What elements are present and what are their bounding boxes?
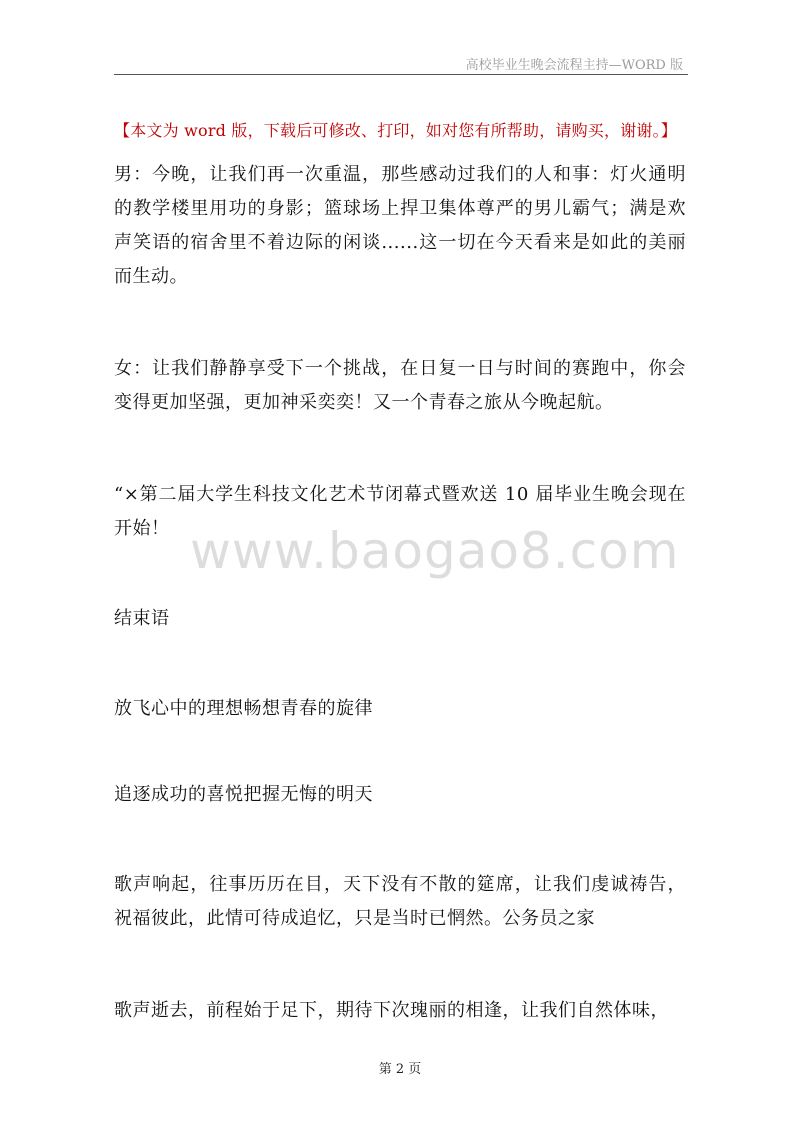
document-body — [114, 158, 686, 1028]
closing-line-2: 追逐成功的喜悦把握无悔的明天 — [114, 784, 373, 805]
document-notice: 【本文为 word 版，下载后可修改、打印，如对您有所帮助，请购买，谢谢。】 — [114, 121, 677, 140]
paragraph-song-fades: 歌声逝去，前程始于足下，期待下次瑰丽的相逢，让我们自然体味， — [114, 1000, 669, 1021]
watermark: www.baogao8.com — [190, 522, 680, 580]
header-divider — [114, 74, 688, 75]
section-heading-closing: 结束语 — [114, 608, 170, 629]
paragraph-song-rises: 歌声响起，往事历历在目，天下没有不散的筵席，让我们虔诚祷告，祝福彼此，此情可待成追忆，只是当时已惘然。公务员之家 — [114, 874, 686, 929]
paragraph-female-host: 女：让我们静静享受下一个挑战，在日复一日与时间的赛跑中，你会变得更加坚强，更加神采奕奕！又一个青春之旅从今晚起航。 — [114, 358, 686, 413]
page-number: 第 2 页 — [378, 1062, 422, 1077]
page-header-title: 高校毕业生晚会流程主持—WORD 版 — [465, 58, 683, 73]
paragraph-opening-announcement: “×第二届大学生科技文化艺术节闭幕式暨欢送 10 届毕业生晚会现在开始！ — [114, 484, 686, 539]
paragraph-male-host: 男：今晚，让我们再一次重温，那些感动过我们的人和事：灯火通明的教学楼里用功的身影；篮球场上捍卫集体尊严的男儿霸气；满是欢声笑语的宿舍里不着边际的闲谈......这一切在今天看来是如此的美丽而生动。 — [114, 164, 686, 287]
closing-line-1: 放飞心中的理想畅想青春的旋律 — [114, 698, 373, 719]
